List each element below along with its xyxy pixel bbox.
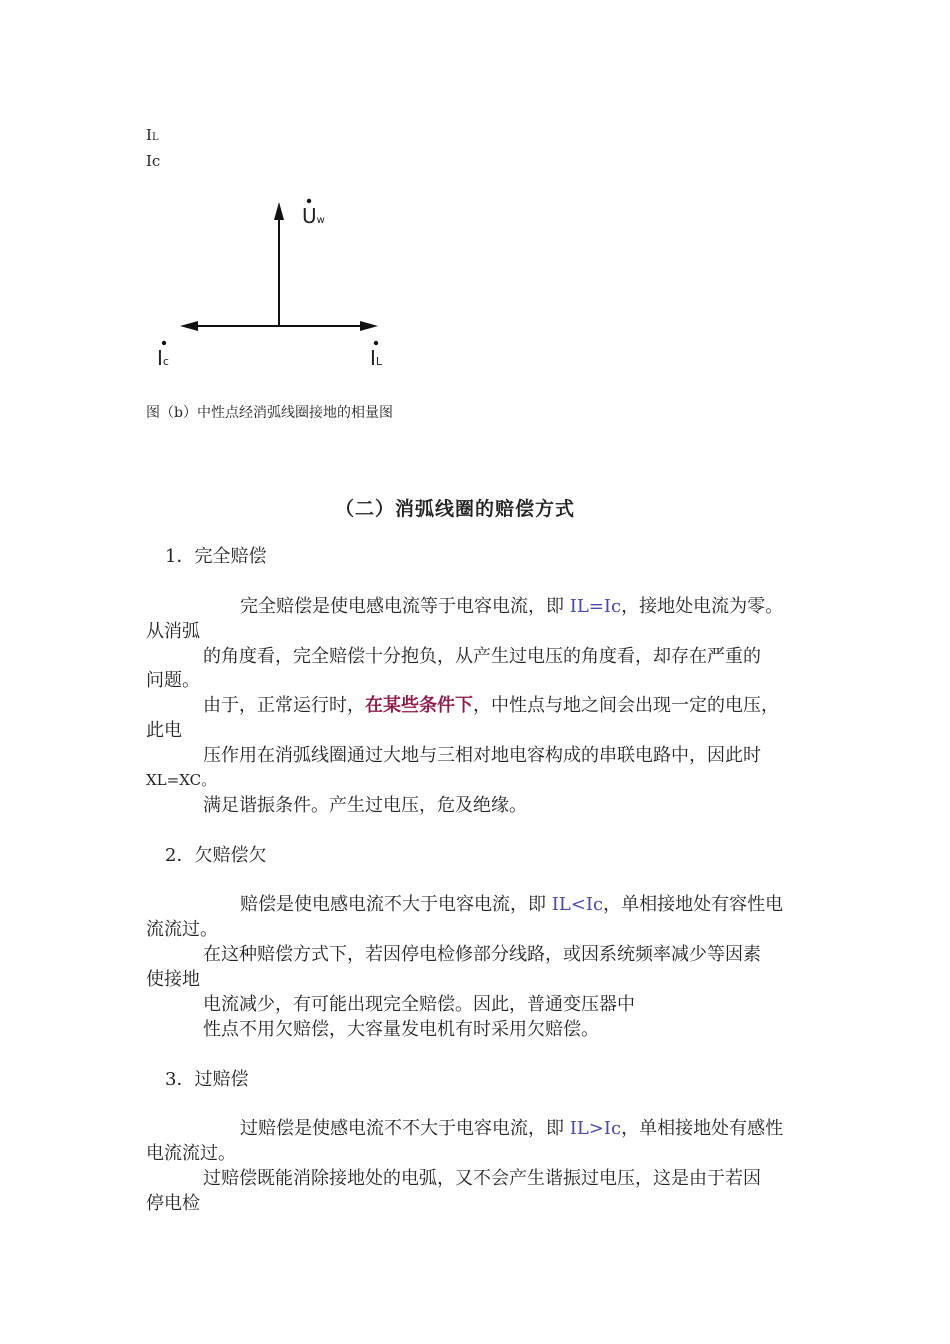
il-subscript-diagram: L [375, 355, 383, 368]
item1-line3 [203, 693, 779, 718]
item1-line2: 的角度看，完全赔偿十分抱负，从产生过电压的角度看，却存在严重的 [203, 646, 761, 667]
item1-formula: IL=Ic [569, 596, 622, 617]
item2-formula: IL<Ic [551, 894, 604, 915]
ic-letter: I [157, 346, 163, 370]
item3-line1-wrap: 电流流过。 [146, 1143, 236, 1164]
item3-heading: 3．过赔偿 [165, 1069, 249, 1090]
uw-dot [307, 199, 311, 203]
il-dot [374, 341, 378, 345]
item1-heading: 1．完全赔偿 [165, 546, 267, 567]
item1-line2-wrap: 问题。 [146, 670, 200, 691]
item3-p1a: 过赔偿是使感电流不不大于电容电流，即 [240, 1118, 570, 1139]
item2-line2: 在这种赔偿方式下，若因停电检修部分线路，或因系统频率减少等因素 [203, 944, 761, 965]
il-arrowhead [360, 321, 378, 331]
item2-heading: 2．欠赔偿欠 [165, 845, 267, 866]
item3-p1b: ，单相接地处有感性 [621, 1118, 784, 1139]
item1-line1 [240, 594, 783, 619]
label-il [146, 126, 159, 144]
item2-line1 [240, 892, 783, 917]
item1-line1-wrap: 从消弧 [146, 621, 200, 642]
item1-p3a: 由于，正常运行时， [203, 695, 365, 716]
uw-subscript: w [316, 215, 325, 226]
label-ic: Ic [146, 152, 161, 170]
ic-dot [162, 341, 166, 345]
item1-line3-wrap: 此电 [146, 720, 182, 741]
ic-subscript: c [162, 355, 169, 368]
section-title: （二）消弧线圈的赔偿方式 [335, 498, 576, 520]
il-letter: I [146, 126, 152, 144]
item3-line2: 过赔偿既能消除接地处的电弧，又不会产生谐振过电压，这是由于若因 [203, 1168, 761, 1189]
il-subscript: L [151, 132, 159, 143]
item3-line2-wrap: 停电检 [146, 1193, 200, 1214]
item1-p1b: ，接地处电流为零。 [621, 596, 784, 617]
ic-phasor-label [157, 346, 169, 370]
item1-line5: 满足谐振条件。产生过电压，危及绝缘。 [203, 795, 527, 816]
item1-p3b: ，中性点与地之间会出现一定的电压， [473, 695, 779, 716]
il-phasor-label [370, 346, 382, 370]
item2-line1-wrap: 流流过。 [146, 919, 218, 940]
item1-line4: 压作用在消弧线圈通过大地与三相对地电容构成的串联电路中，因此时 [203, 745, 761, 766]
item1-highlight: 在某些条件下 [365, 695, 473, 716]
il-letter-diagram: I [370, 346, 376, 370]
item2-line3: 电流减少，有可能出现完全赔偿。因此，普通变压器中 [203, 994, 635, 1015]
uw-label [302, 204, 325, 228]
item3-formula: IL>Ic [569, 1118, 622, 1139]
ic-arrowhead [180, 321, 198, 331]
item1-p1a: 完全赔偿是使电感电流等于电容电流，即 [240, 596, 570, 617]
uw-arrowhead [274, 202, 284, 220]
item2-p1a: 赔偿是使电感电流不大于电容电流，即 [240, 894, 552, 915]
item2-line4: 性点不用欠赔偿，大容量发电机有时采用欠赔偿。 [203, 1019, 599, 1040]
item3-line1 [240, 1116, 783, 1141]
uw-letter: U [302, 204, 317, 228]
item2-p1b: ，单相接地处有容性电 [603, 894, 784, 915]
figure-caption: 图（b）中性点经消弧线圈接地的相量图 [146, 405, 393, 421]
item1-line4-wrap: XL=XC。 [146, 771, 217, 789]
item2-line2-wrap: 使接地 [146, 969, 200, 990]
